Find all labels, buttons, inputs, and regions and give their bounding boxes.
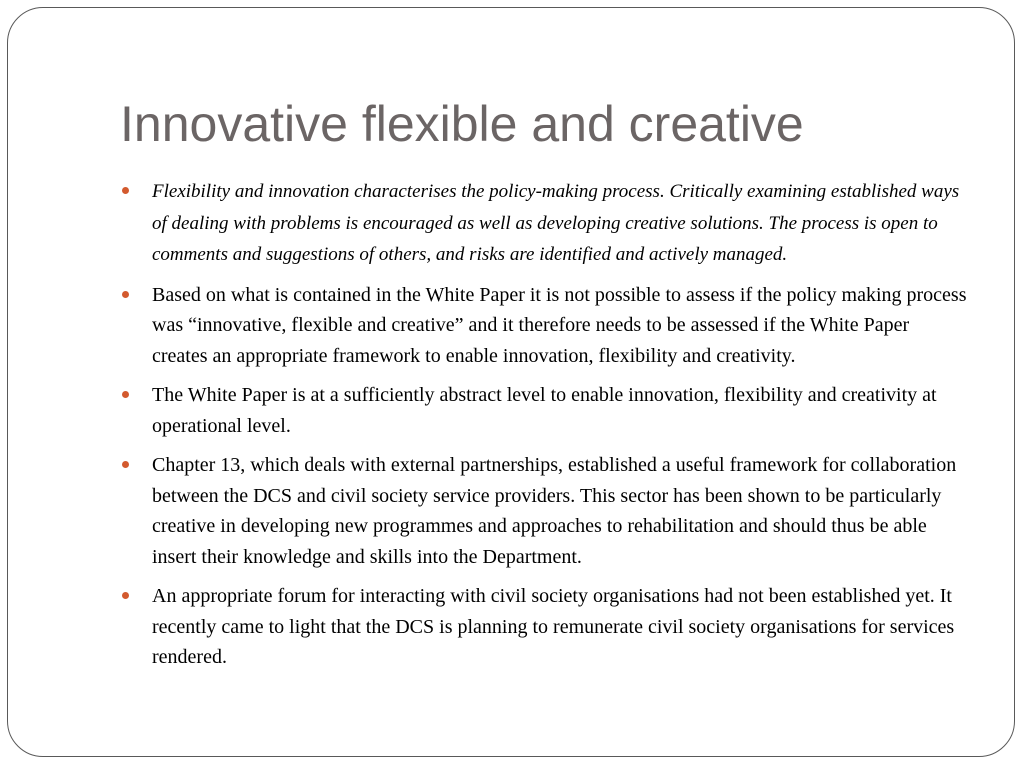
bullet-item <box>120 176 968 271</box>
bullet-text: The White Paper is at a sufficiently abstract level to enable innovation, flexibility and creativity at operational level. <box>152 384 937 437</box>
bullet-dot-icon <box>122 461 129 468</box>
bullet-item <box>120 581 968 673</box>
bullet-item <box>120 280 968 372</box>
slide-title: Innovative flexible and creative <box>120 96 804 152</box>
bullet-item <box>120 450 968 572</box>
bullet-text: Chapter 13, which deals with external partnerships, established a useful framework for collaboration between the DCS and civil society service providers. This sector has been shown to be particularly creative in developing new programmes and approaches to rehabilitation and should thus be able insert their knowledge and skills into the Department. <box>152 454 957 568</box>
bullet-text: Based on what is contained in the White Paper it is not possible to assess if the policy making process was “innovative, flexible and creative” and it therefore needs to be assessed if the White Paper creates an appropriate framework to enable innovation, flexibility and creativity. <box>152 283 967 367</box>
bullet-list <box>120 176 968 682</box>
slide-frame <box>7 7 1015 757</box>
bullet-dot-icon <box>122 291 129 298</box>
bullet-dot-icon <box>122 187 129 194</box>
bullet-item <box>120 380 968 441</box>
bullet-text: An appropriate forum for interacting with civil society organisations had not been established yet. It recently came to light that the DCS is planning to remunerate civil society organisations for services rendered. <box>152 585 955 668</box>
bullet-text: Flexibility and innovation characterises the policy-making process. Critically examining established ways of dealing with problems is encouraged as well as developing creative solutions. The process is open to comments and suggestions of others, and risks are identified and actively managed. <box>152 181 960 265</box>
bullet-dot-icon <box>122 391 129 398</box>
bullet-dot-icon <box>122 592 129 599</box>
